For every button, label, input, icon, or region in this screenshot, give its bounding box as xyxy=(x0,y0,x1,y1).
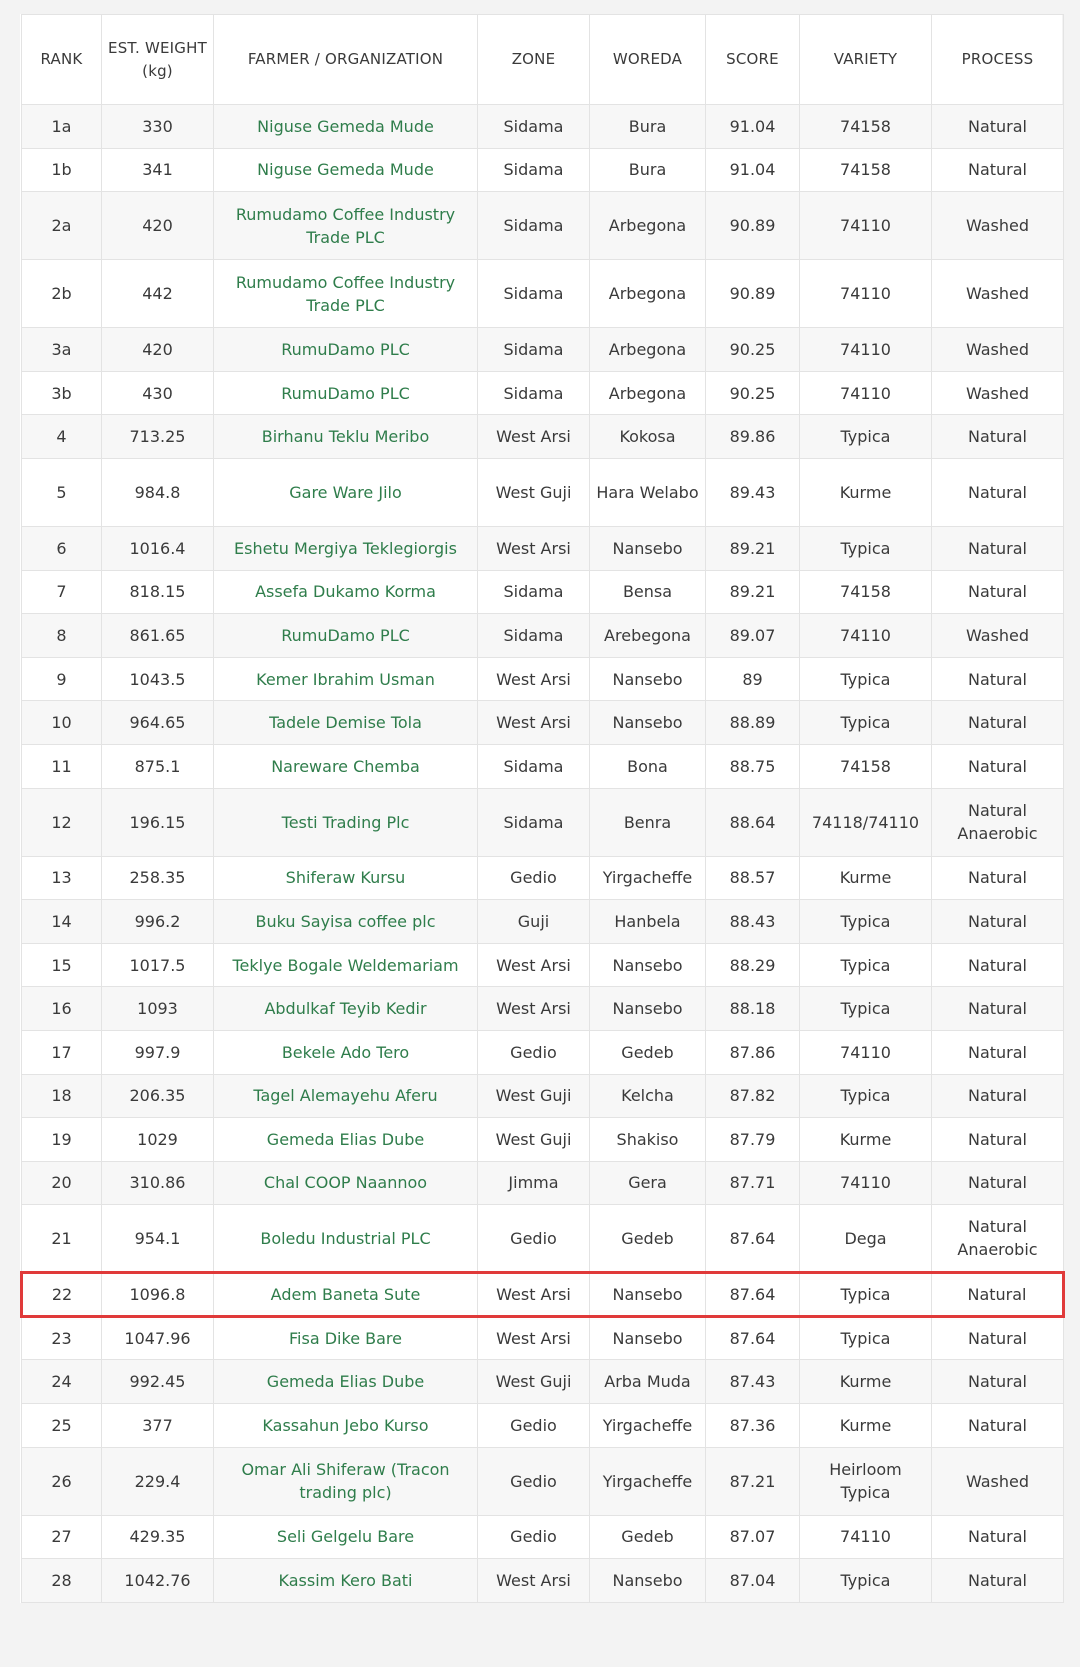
table-row xyxy=(22,105,1064,149)
cell-woreda: Yirgacheffe xyxy=(590,1404,706,1448)
cell-process: Natural xyxy=(932,458,1064,526)
cell-weight: 330 xyxy=(102,105,214,149)
cell-woreda: Shakiso xyxy=(590,1118,706,1162)
table-row xyxy=(22,1404,1064,1448)
cell-zone: Sidama xyxy=(478,260,590,328)
cell-farmer[interactable]: Assefa Dukamo Korma xyxy=(214,570,478,614)
cell-score: 89.43 xyxy=(706,458,800,526)
cell-rank: 21 xyxy=(22,1205,102,1273)
cell-weight: 992.45 xyxy=(102,1360,214,1404)
cell-score: 87.86 xyxy=(706,1030,800,1074)
cell-rank: 3a xyxy=(22,328,102,372)
cell-process: Natural Anaerobic xyxy=(932,788,1064,856)
cell-variety: Typica xyxy=(800,1273,932,1317)
cell-score: 87.82 xyxy=(706,1074,800,1118)
table-row xyxy=(22,148,1064,192)
cell-woreda: Yirgacheffe xyxy=(590,1447,706,1515)
cell-zone: West Arsi xyxy=(478,943,590,987)
cell-variety: 74110 xyxy=(800,371,932,415)
cell-farmer[interactable]: Seli Gelgelu Bare xyxy=(214,1515,478,1559)
cell-process: Natural xyxy=(932,1360,1064,1404)
cell-weight: 1016.4 xyxy=(102,526,214,570)
cell-zone: West Arsi xyxy=(478,1559,590,1603)
cell-woreda: Nansebo xyxy=(590,526,706,570)
cell-woreda: Nansebo xyxy=(590,1273,706,1317)
cell-rank: 1b xyxy=(22,148,102,192)
cell-score: 87.71 xyxy=(706,1161,800,1205)
cell-rank: 3b xyxy=(22,371,102,415)
cell-farmer[interactable]: Chal COOP Naannoo xyxy=(214,1161,478,1205)
cell-weight: 1043.5 xyxy=(102,657,214,701)
cell-process: Natural xyxy=(932,105,1064,149)
cell-woreda: Bensa xyxy=(590,570,706,614)
cell-zone: West Arsi xyxy=(478,987,590,1031)
cell-score: 87.07 xyxy=(706,1515,800,1559)
table-row xyxy=(22,614,1064,658)
cell-rank: 13 xyxy=(22,856,102,900)
cell-farmer[interactable]: Fisa Dike Bare xyxy=(214,1316,478,1360)
header-woreda: WOREDA xyxy=(590,15,706,105)
cell-zone: Sidama xyxy=(478,570,590,614)
cell-farmer[interactable]: RumuDamo PLC xyxy=(214,614,478,658)
cell-farmer[interactable]: Gare Ware Jilo xyxy=(214,458,478,526)
cell-woreda: Arebegona xyxy=(590,614,706,658)
cell-rank: 6 xyxy=(22,526,102,570)
cell-weight: 1017.5 xyxy=(102,943,214,987)
cell-score: 90.25 xyxy=(706,328,800,372)
cell-variety: 74110 xyxy=(800,192,932,260)
cell-weight: 420 xyxy=(102,192,214,260)
cell-variety: Kurme xyxy=(800,856,932,900)
header-variety: VARIETY xyxy=(800,15,932,105)
table-row xyxy=(22,1030,1064,1074)
cell-farmer[interactable]: Niguse Gemeda Mude xyxy=(214,148,478,192)
cell-variety: 74118/74110 xyxy=(800,788,932,856)
cell-score: 88.57 xyxy=(706,856,800,900)
header-process: PROCESS xyxy=(932,15,1064,105)
table-header xyxy=(22,15,1064,105)
cell-variety: Typica xyxy=(800,900,932,944)
cell-weight: 1093 xyxy=(102,987,214,1031)
cell-process: Natural xyxy=(932,570,1064,614)
table-row xyxy=(22,744,1064,788)
cell-variety: 74110 xyxy=(800,328,932,372)
cell-farmer[interactable]: Kemer Ibrahim Usman xyxy=(214,657,478,701)
cell-rank: 8 xyxy=(22,614,102,658)
cell-process: Natural xyxy=(932,1030,1064,1074)
cell-score: 87.64 xyxy=(706,1273,800,1317)
cell-zone: West Guji xyxy=(478,458,590,526)
table-row xyxy=(22,1118,1064,1162)
cell-score: 89.21 xyxy=(706,526,800,570)
cell-farmer[interactable]: Omar Ali Shiferaw (Tracon trading plc) xyxy=(214,1447,478,1515)
cell-woreda: Nansebo xyxy=(590,657,706,701)
cell-farmer[interactable]: Eshetu Mergiya Teklegiorgis xyxy=(214,526,478,570)
results-table-container xyxy=(20,14,1062,1603)
cell-woreda: Kelcha xyxy=(590,1074,706,1118)
cell-score: 88.29 xyxy=(706,943,800,987)
cell-process: Natural xyxy=(932,415,1064,459)
cell-process: Washed xyxy=(932,1447,1064,1515)
cell-process: Natural xyxy=(932,856,1064,900)
cell-farmer[interactable]: Bekele Ado Tero xyxy=(214,1030,478,1074)
cell-process: Natural xyxy=(932,657,1064,701)
cell-variety: Typica xyxy=(800,657,932,701)
cell-variety: Typica xyxy=(800,1316,932,1360)
cell-process: Natural xyxy=(932,1404,1064,1448)
cell-variety: Typica xyxy=(800,526,932,570)
cell-zone: West Guji xyxy=(478,1074,590,1118)
cell-farmer[interactable]: Kassim Kero Bati xyxy=(214,1559,478,1603)
table-row xyxy=(22,415,1064,459)
cell-farmer[interactable]: Abdulkaf Teyib Kedir xyxy=(214,987,478,1031)
cell-process: Washed xyxy=(932,371,1064,415)
cell-score: 88.89 xyxy=(706,701,800,745)
cell-variety: Kurme xyxy=(800,458,932,526)
cell-score: 87.79 xyxy=(706,1118,800,1162)
cell-score: 89.07 xyxy=(706,614,800,658)
cell-weight: 1096.8 xyxy=(102,1273,214,1317)
cell-weight: 420 xyxy=(102,328,214,372)
cell-zone: Gedio xyxy=(478,1205,590,1273)
cell-variety: 74110 xyxy=(800,614,932,658)
cell-woreda: Nansebo xyxy=(590,1559,706,1603)
cell-variety: 74110 xyxy=(800,1161,932,1205)
cell-weight: 964.65 xyxy=(102,701,214,745)
cell-process: Natural xyxy=(932,943,1064,987)
cell-zone: West Arsi xyxy=(478,1316,590,1360)
cell-woreda: Kokosa xyxy=(590,415,706,459)
cell-variety: Kurme xyxy=(800,1118,932,1162)
cell-rank: 19 xyxy=(22,1118,102,1162)
cell-woreda: Gedeb xyxy=(590,1030,706,1074)
cell-weight: 310.86 xyxy=(102,1161,214,1205)
cell-weight: 429.35 xyxy=(102,1515,214,1559)
cell-zone: Jimma xyxy=(478,1161,590,1205)
cell-weight: 996.2 xyxy=(102,900,214,944)
cell-rank: 4 xyxy=(22,415,102,459)
cell-rank: 2a xyxy=(22,192,102,260)
cell-variety: Typica xyxy=(800,943,932,987)
table-row xyxy=(22,1205,1064,1273)
cell-variety: Dega xyxy=(800,1205,932,1273)
cell-score: 89 xyxy=(706,657,800,701)
cell-process: Natural xyxy=(932,701,1064,745)
table-row xyxy=(22,570,1064,614)
cell-rank: 11 xyxy=(22,744,102,788)
table-row xyxy=(22,1515,1064,1559)
table-row xyxy=(22,788,1064,856)
cell-zone: West Guji xyxy=(478,1360,590,1404)
cell-woreda: Hanbela xyxy=(590,900,706,944)
header-zone: ZONE xyxy=(478,15,590,105)
cell-variety: 74158 xyxy=(800,744,932,788)
cell-woreda: Arbegona xyxy=(590,260,706,328)
cell-woreda: Nansebo xyxy=(590,943,706,987)
header-rank: RANK xyxy=(22,15,102,105)
cell-score: 88.18 xyxy=(706,987,800,1031)
cell-weight: 997.9 xyxy=(102,1030,214,1074)
cell-zone: Sidama xyxy=(478,744,590,788)
cell-farmer[interactable]: Kassahun Jebo Kurso xyxy=(214,1404,478,1448)
cell-weight: 875.1 xyxy=(102,744,214,788)
cell-rank: 15 xyxy=(22,943,102,987)
table-row xyxy=(22,328,1064,372)
cell-weight: 1029 xyxy=(102,1118,214,1162)
cell-rank: 9 xyxy=(22,657,102,701)
cell-process: Natural xyxy=(932,1559,1064,1603)
cell-process: Natural xyxy=(932,1316,1064,1360)
cell-rank: 20 xyxy=(22,1161,102,1205)
cell-process: Natural Anaerobic xyxy=(932,1205,1064,1273)
cell-zone: Gedio xyxy=(478,856,590,900)
cell-weight: 818.15 xyxy=(102,570,214,614)
cell-process: Natural xyxy=(932,1515,1064,1559)
cell-zone: West Arsi xyxy=(478,701,590,745)
cell-variety: Typica xyxy=(800,1559,932,1603)
cell-score: 90.89 xyxy=(706,260,800,328)
cell-score: 87.36 xyxy=(706,1404,800,1448)
table-row xyxy=(22,1559,1064,1603)
cell-woreda: Gedeb xyxy=(590,1515,706,1559)
cell-variety: Kurme xyxy=(800,1404,932,1448)
cell-woreda: Bura xyxy=(590,105,706,149)
cell-zone: West Arsi xyxy=(478,415,590,459)
cell-score: 88.64 xyxy=(706,788,800,856)
cell-zone: West Arsi xyxy=(478,1273,590,1317)
cell-zone: Gedio xyxy=(478,1404,590,1448)
cell-weight: 442 xyxy=(102,260,214,328)
table-row xyxy=(22,1161,1064,1205)
cell-process: Natural xyxy=(932,987,1064,1031)
cell-score: 87.64 xyxy=(706,1205,800,1273)
cell-rank: 28 xyxy=(22,1559,102,1603)
cell-zone: Gedio xyxy=(478,1447,590,1515)
cell-process: Natural xyxy=(932,1161,1064,1205)
cell-woreda: Arbegona xyxy=(590,192,706,260)
cell-variety: 74110 xyxy=(800,1515,932,1559)
cell-woreda: Arba Muda xyxy=(590,1360,706,1404)
header-score: SCORE xyxy=(706,15,800,105)
header-farmer: FARMER / ORGANIZATION xyxy=(214,15,478,105)
table-row xyxy=(22,371,1064,415)
table-row xyxy=(22,526,1064,570)
cell-rank: 5 xyxy=(22,458,102,526)
table-row xyxy=(22,657,1064,701)
cell-rank: 26 xyxy=(22,1447,102,1515)
cell-weight: 206.35 xyxy=(102,1074,214,1118)
cell-score: 87.64 xyxy=(706,1316,800,1360)
cell-weight: 258.35 xyxy=(102,856,214,900)
cell-weight: 984.8 xyxy=(102,458,214,526)
table-row xyxy=(22,900,1064,944)
cell-farmer[interactable]: Niguse Gemeda Mude xyxy=(214,105,478,149)
cell-process: Washed xyxy=(932,614,1064,658)
cell-weight: 377 xyxy=(102,1404,214,1448)
cell-woreda: Arbegona xyxy=(590,328,706,372)
cell-zone: Sidama xyxy=(478,192,590,260)
cell-farmer[interactable]: Gemeda Elias Dube xyxy=(214,1360,478,1404)
cell-weight: 430 xyxy=(102,371,214,415)
cell-woreda: Nansebo xyxy=(590,701,706,745)
cell-rank: 27 xyxy=(22,1515,102,1559)
cell-process: Natural xyxy=(932,1074,1064,1118)
cell-farmer[interactable]: Boledu Industrial PLC xyxy=(214,1205,478,1273)
cell-score: 91.04 xyxy=(706,148,800,192)
cell-rank: 16 xyxy=(22,987,102,1031)
cell-zone: Sidama xyxy=(478,788,590,856)
cell-farmer[interactable]: Birhanu Teklu Meribo xyxy=(214,415,478,459)
cell-rank: 17 xyxy=(22,1030,102,1074)
cell-variety: Kurme xyxy=(800,1360,932,1404)
cell-woreda: Arbegona xyxy=(590,371,706,415)
cell-score: 87.43 xyxy=(706,1360,800,1404)
cell-score: 91.04 xyxy=(706,105,800,149)
cell-variety: Heirloom Typica xyxy=(800,1447,932,1515)
cell-farmer[interactable]: Tagel Alemayehu Aferu xyxy=(214,1074,478,1118)
cell-zone: Gedio xyxy=(478,1515,590,1559)
cell-variety: Typica xyxy=(800,1074,932,1118)
cell-farmer[interactable]: RumuDamo PLC xyxy=(214,371,478,415)
table-row xyxy=(22,987,1064,1031)
results-table xyxy=(20,14,1065,1603)
cell-weight: 954.1 xyxy=(102,1205,214,1273)
cell-zone: Sidama xyxy=(478,105,590,149)
cell-rank: 14 xyxy=(22,900,102,944)
cell-farmer[interactable]: Tadele Demise Tola xyxy=(214,701,478,745)
cell-woreda: Gera xyxy=(590,1161,706,1205)
cell-rank: 10 xyxy=(22,701,102,745)
cell-score: 89.21 xyxy=(706,570,800,614)
cell-weight: 1047.96 xyxy=(102,1316,214,1360)
cell-rank: 22 xyxy=(22,1273,102,1317)
header-weight: EST. WEIGHT (kg) xyxy=(102,15,214,105)
cell-variety: Typica xyxy=(800,415,932,459)
cell-zone: Sidama xyxy=(478,371,590,415)
cell-process: Natural xyxy=(932,526,1064,570)
cell-zone: West Arsi xyxy=(478,657,590,701)
cell-farmer[interactable]: Testi Trading Plc xyxy=(214,788,478,856)
cell-zone: West Arsi xyxy=(478,526,590,570)
table-row xyxy=(22,943,1064,987)
cell-zone: Sidama xyxy=(478,614,590,658)
cell-zone: West Guji xyxy=(478,1118,590,1162)
cell-woreda: Gedeb xyxy=(590,1205,706,1273)
cell-rank: 2b xyxy=(22,260,102,328)
header-row xyxy=(22,15,1064,105)
cell-woreda: Bona xyxy=(590,744,706,788)
cell-process: Natural xyxy=(932,744,1064,788)
cell-woreda: Hara Welabo xyxy=(590,458,706,526)
cell-farmer[interactable]: Nareware Chemba xyxy=(214,744,478,788)
table-row xyxy=(22,260,1064,328)
cell-weight: 1042.76 xyxy=(102,1559,214,1603)
cell-weight: 713.25 xyxy=(102,415,214,459)
table-row xyxy=(22,1074,1064,1118)
cell-variety: 74158 xyxy=(800,148,932,192)
table-row xyxy=(22,1316,1064,1360)
cell-rank: 1a xyxy=(22,105,102,149)
cell-weight: 196.15 xyxy=(102,788,214,856)
cell-weight: 341 xyxy=(102,148,214,192)
cell-farmer[interactable]: Shiferaw Kursu xyxy=(214,856,478,900)
cell-process: Natural xyxy=(932,1273,1064,1317)
cell-weight: 861.65 xyxy=(102,614,214,658)
cell-process: Natural xyxy=(932,900,1064,944)
cell-score: 90.25 xyxy=(706,371,800,415)
table-row xyxy=(22,1447,1064,1515)
cell-farmer[interactable]: RumuDamo PLC xyxy=(214,328,478,372)
cell-farmer[interactable]: Teklye Bogale Weldemariam xyxy=(214,943,478,987)
cell-process: Washed xyxy=(932,260,1064,328)
cell-woreda: Nansebo xyxy=(590,1316,706,1360)
cell-rank: 12 xyxy=(22,788,102,856)
cell-rank: 23 xyxy=(22,1316,102,1360)
cell-process: Washed xyxy=(932,192,1064,260)
cell-process: Natural xyxy=(932,1118,1064,1162)
cell-rank: 18 xyxy=(22,1074,102,1118)
cell-zone: Guji xyxy=(478,900,590,944)
cell-score: 88.43 xyxy=(706,900,800,944)
cell-zone: Gedio xyxy=(478,1030,590,1074)
cell-score: 87.21 xyxy=(706,1447,800,1515)
cell-woreda: Yirgacheffe xyxy=(590,856,706,900)
cell-variety: 74158 xyxy=(800,105,932,149)
cell-variety: 74158 xyxy=(800,570,932,614)
table-row xyxy=(22,1360,1064,1404)
cell-variety: 74110 xyxy=(800,1030,932,1074)
cell-score: 88.75 xyxy=(706,744,800,788)
cell-rank: 25 xyxy=(22,1404,102,1448)
cell-score: 87.04 xyxy=(706,1559,800,1603)
table-row xyxy=(22,192,1064,260)
cell-variety: 74110 xyxy=(800,260,932,328)
cell-rank: 24 xyxy=(22,1360,102,1404)
cell-zone: Sidama xyxy=(478,328,590,372)
cell-process: Washed xyxy=(932,328,1064,372)
cell-process: Natural xyxy=(932,148,1064,192)
cell-variety: Typica xyxy=(800,701,932,745)
cell-woreda: Benra xyxy=(590,788,706,856)
cell-farmer[interactable]: Rumudamo Coffee Industry Trade PLC xyxy=(214,192,478,260)
cell-farmer[interactable]: Adem Baneta Sute xyxy=(214,1273,478,1317)
table-row-highlighted xyxy=(22,1273,1064,1317)
cell-farmer[interactable]: Gemeda Elias Dube xyxy=(214,1118,478,1162)
cell-farmer[interactable]: Rumudamo Coffee Industry Trade PLC xyxy=(214,260,478,328)
table-row xyxy=(22,458,1064,526)
cell-zone: Sidama xyxy=(478,148,590,192)
cell-weight: 229.4 xyxy=(102,1447,214,1515)
cell-rank: 7 xyxy=(22,570,102,614)
cell-variety: Typica xyxy=(800,987,932,1031)
cell-woreda: Bura xyxy=(590,148,706,192)
cell-woreda: Nansebo xyxy=(590,987,706,1031)
table-row xyxy=(22,701,1064,745)
cell-farmer[interactable]: Buku Sayisa coffee plc xyxy=(214,900,478,944)
table-body xyxy=(22,105,1064,1603)
cell-score: 89.86 xyxy=(706,415,800,459)
cell-score: 90.89 xyxy=(706,192,800,260)
table-row xyxy=(22,856,1064,900)
